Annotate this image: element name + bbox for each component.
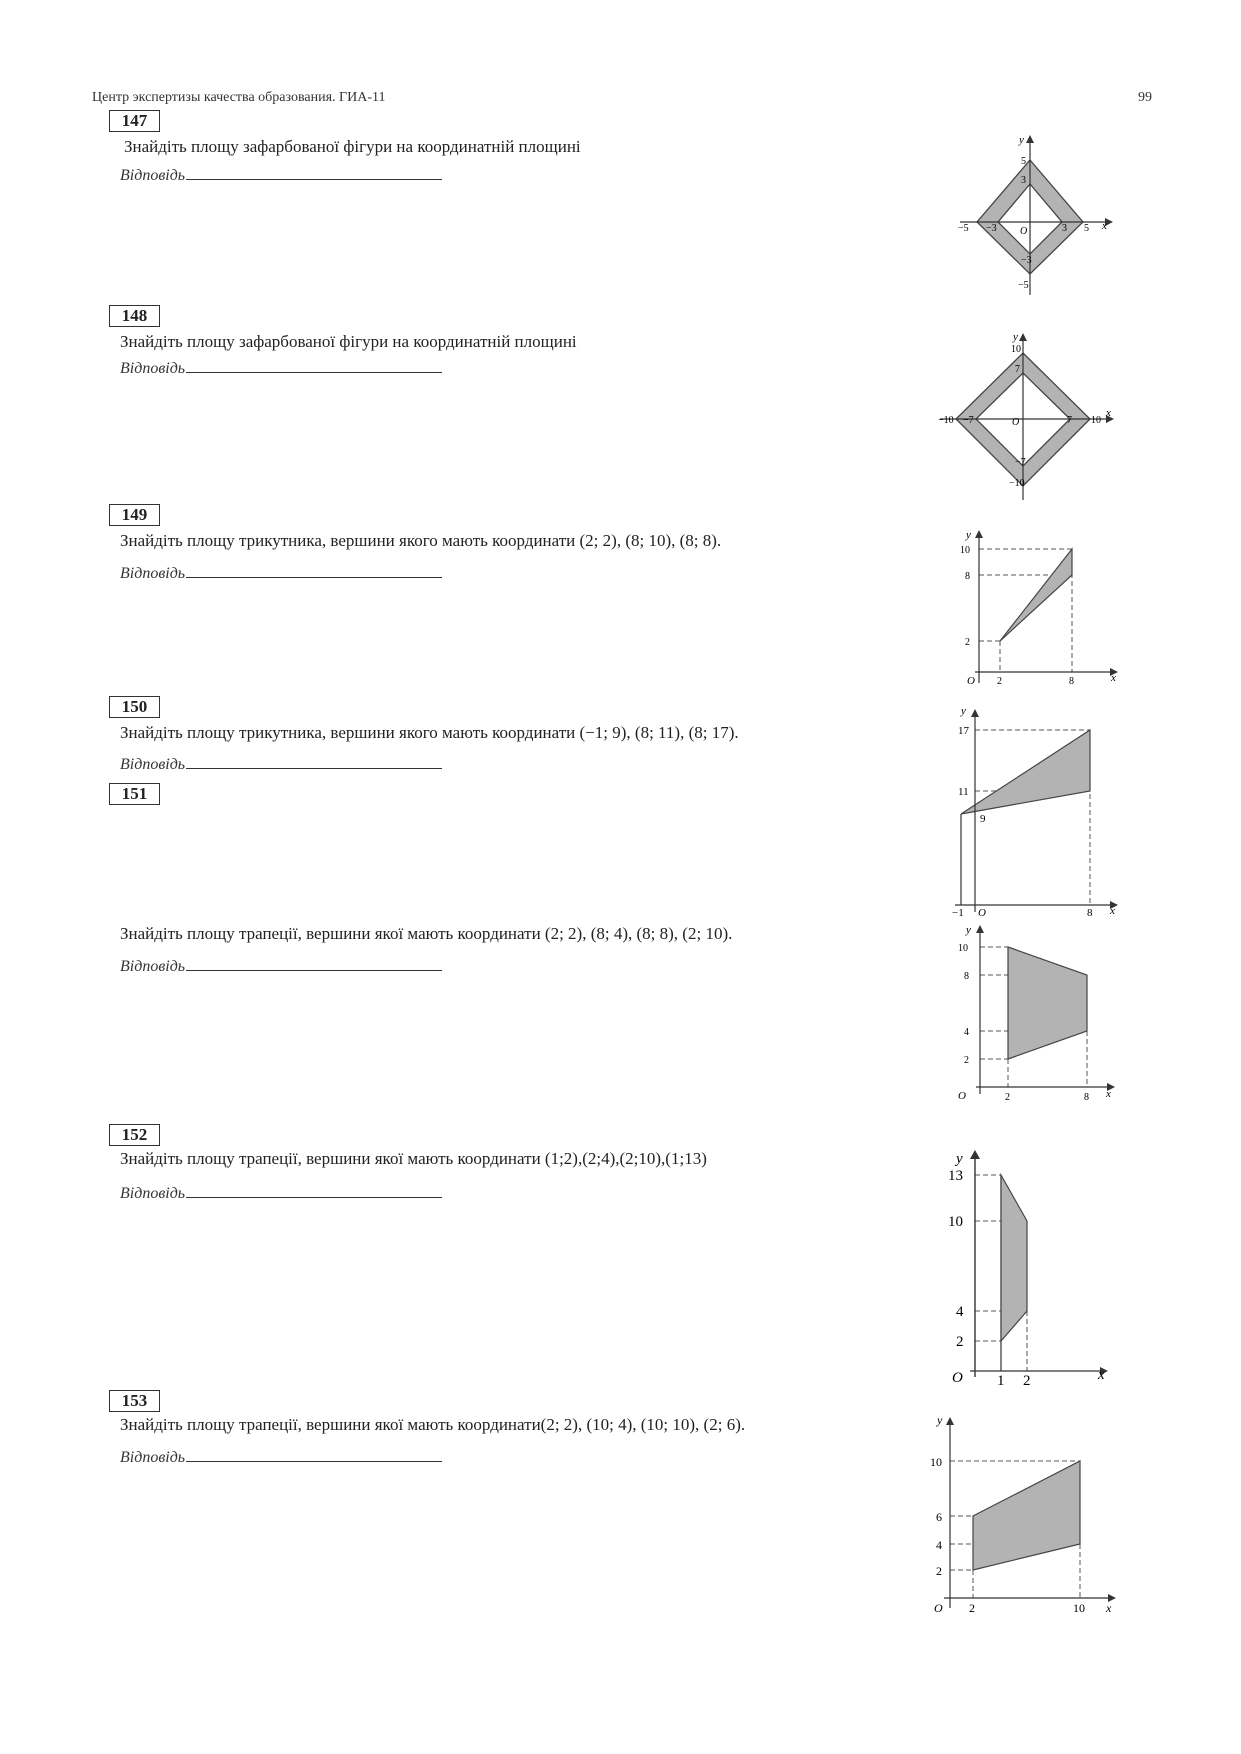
tick-y-2: 2 <box>956 1334 964 1350</box>
answer-label: Відповідь <box>120 360 186 377</box>
figure-148-square-ring <box>935 330 1125 500</box>
tick-y-2: 2 <box>965 637 970 648</box>
tick-x-10: 10 <box>1091 415 1101 426</box>
task-number-153: 153 <box>109 1390 160 1412</box>
answer-field-150[interactable] <box>120 752 442 774</box>
y-axis-arrow <box>975 530 983 538</box>
task-number-152: 152 <box>109 1124 160 1146</box>
tick-y-10: 10 <box>930 1455 942 1469</box>
origin-label: O <box>952 1370 963 1386</box>
x-axis-label: x <box>1102 220 1107 232</box>
answer-line[interactable] <box>186 1445 442 1462</box>
triangle-shape <box>1000 549 1072 641</box>
y-axis-label: y <box>966 924 971 936</box>
trapezoid-shape <box>1001 1175 1027 1341</box>
tick-y-neg7: −7 <box>1015 457 1026 468</box>
origin-label: O <box>1012 417 1020 428</box>
y-axis-arrow <box>970 1150 980 1159</box>
tick-y-2: 2 <box>936 1564 942 1578</box>
tick-y-4: 4 <box>964 1027 969 1038</box>
answer-label: Відповідь <box>120 958 186 975</box>
tick-x-10: 10 <box>1073 1601 1085 1615</box>
y-axis-label: y <box>1013 331 1018 343</box>
origin-label: O <box>967 675 975 687</box>
page-header-title: Центр экспертизы качества образования. ГИА-11 <box>92 90 386 105</box>
tick-y-9: 9 <box>980 813 986 825</box>
answer-line[interactable] <box>186 163 442 180</box>
page-number: 99 <box>1138 90 1152 105</box>
y-axis-arrow <box>1026 135 1034 143</box>
tick-y-2: 2 <box>964 1055 969 1066</box>
tick-y-8: 8 <box>965 571 970 582</box>
tick-y-neg5: −5 <box>1018 280 1029 291</box>
origin-label: O <box>934 1601 943 1615</box>
y-axis-arrow <box>1019 333 1027 341</box>
tick-x-neg1: −1 <box>952 907 964 919</box>
tick-y-5: 5 <box>1021 156 1026 167</box>
tick-y-neg10: −10 <box>1009 478 1025 489</box>
tick-y-10: 10 <box>948 1214 963 1230</box>
y-axis-arrow <box>946 1417 954 1425</box>
tick-x-7: 7 <box>1067 415 1072 426</box>
tick-y-10: 10 <box>958 943 968 954</box>
answer-field-149[interactable] <box>120 561 442 583</box>
triangle-shape <box>961 730 1090 814</box>
answer-line[interactable] <box>186 954 442 971</box>
answer-line[interactable] <box>186 356 442 373</box>
task-number-148: 148 <box>109 305 160 327</box>
tick-x-2: 2 <box>1023 1373 1031 1389</box>
tick-x-neg7: −7 <box>963 415 974 426</box>
tick-x-8: 8 <box>1084 1092 1089 1103</box>
tick-x-8: 8 <box>1069 676 1074 687</box>
figure-149-triangle <box>955 525 1135 690</box>
tick-x-8: 8 <box>1087 907 1093 919</box>
answer-field-152[interactable] <box>120 1181 442 1203</box>
tick-y-17: 17 <box>958 725 969 737</box>
tick-y-8: 8 <box>964 971 969 982</box>
y-axis-label: y <box>961 705 966 717</box>
answer-label: Відповідь <box>120 565 186 582</box>
tick-y-10: 10 <box>1011 344 1021 355</box>
tick-x-neg10: −10 <box>938 415 954 426</box>
x-axis-label: x <box>1106 407 1111 419</box>
answer-line[interactable] <box>186 1181 442 1198</box>
task-number-150: 150 <box>109 696 160 718</box>
tick-x-3: 3 <box>1062 223 1067 234</box>
trapezoid-shape <box>973 1461 1080 1570</box>
tick-x-5: 5 <box>1084 223 1089 234</box>
task-text-149: Знайдіть площу трикутника, вершини якого мають координати (2; 2), (8; 10), (8; 8). <box>120 531 722 550</box>
answer-label: Відповідь <box>120 1449 186 1466</box>
task-text-148: Знайдіть площу зафарбованої фігури на координатній площині <box>120 332 577 351</box>
task-text-152: Знайдіть площу трапеції, вершини якої мають координати (1;2),(2;4),(2;10),(1;13) <box>120 1149 707 1168</box>
answer-label: Відповідь <box>120 167 186 184</box>
figure-147-square-ring <box>950 130 1130 300</box>
task-number-147: 147 <box>109 110 160 132</box>
answer-field-151[interactable] <box>120 954 442 976</box>
figure-150-triangle <box>950 700 1130 920</box>
y-axis-label: y <box>966 529 971 541</box>
tick-x-neg5: −5 <box>958 223 969 234</box>
origin-label: O <box>1020 226 1028 237</box>
y-axis-label: y <box>937 1413 943 1427</box>
tick-y-3: 3 <box>1021 175 1026 186</box>
x-axis-label: x <box>1106 1088 1111 1100</box>
answer-label: Відповідь <box>120 1185 186 1202</box>
tick-x-2: 2 <box>997 676 1002 687</box>
answer-line[interactable] <box>186 561 442 578</box>
figure-153-trapezoid <box>930 1410 1120 1620</box>
x-axis-label: x <box>1098 1367 1105 1383</box>
answer-label: Відповідь <box>120 756 186 773</box>
y-axis-arrow <box>976 925 984 933</box>
tick-y-neg3: −3 <box>1021 255 1032 266</box>
tick-y-10: 10 <box>960 545 970 556</box>
answer-field-147[interactable] <box>120 163 442 185</box>
answer-field-148[interactable] <box>120 356 442 378</box>
y-axis-label: y <box>1019 134 1024 146</box>
x-axis-label: x <box>1110 905 1115 917</box>
origin-label: O <box>958 1090 966 1102</box>
task-text-151: Знайдіть площу трапеції, вершини якої мають координати (2; 2), (8; 4), (8; 8), (2; 10). <box>120 924 733 943</box>
figure-151-trapezoid <box>950 922 1130 1107</box>
tick-y-6: 6 <box>936 1510 942 1524</box>
answer-field-153[interactable] <box>120 1445 442 1467</box>
figure-152-trapezoid <box>940 1145 1120 1390</box>
tick-x-2: 2 <box>1005 1092 1010 1103</box>
tick-y-11: 11 <box>958 786 969 798</box>
task-text-153: Знайдіть площу трапеції, вершини якої мають координати(2; 2), (10; 4), (10; 10), (2; 6). <box>120 1415 746 1434</box>
y-axis-label: y <box>956 1151 963 1167</box>
answer-line[interactable] <box>186 752 442 769</box>
x-axis-label: x <box>1111 672 1116 684</box>
task-text-147: Знайдіть площу зафарбованої фігури на координатній площині <box>124 137 581 156</box>
tick-x-neg3: −3 <box>986 223 997 234</box>
task-number-151: 151 <box>109 783 160 805</box>
task-number-149: 149 <box>109 504 160 526</box>
y-axis-arrow <box>971 709 979 717</box>
task-text-150: Знайдіть площу трикутника, вершини якого мають координати (−1; 9), (8; 11), (8; 17). <box>120 723 739 742</box>
tick-x-2: 2 <box>969 1601 975 1615</box>
tick-y-4: 4 <box>936 1538 942 1552</box>
tick-y-7: 7 <box>1015 364 1020 375</box>
tick-y-4: 4 <box>956 1304 964 1320</box>
trapezoid-shape <box>1008 947 1087 1059</box>
x-axis-label: x <box>1106 1601 1112 1615</box>
origin-label: O <box>978 907 986 919</box>
tick-y-13: 13 <box>948 1168 963 1184</box>
tick-x-1: 1 <box>997 1373 1005 1389</box>
